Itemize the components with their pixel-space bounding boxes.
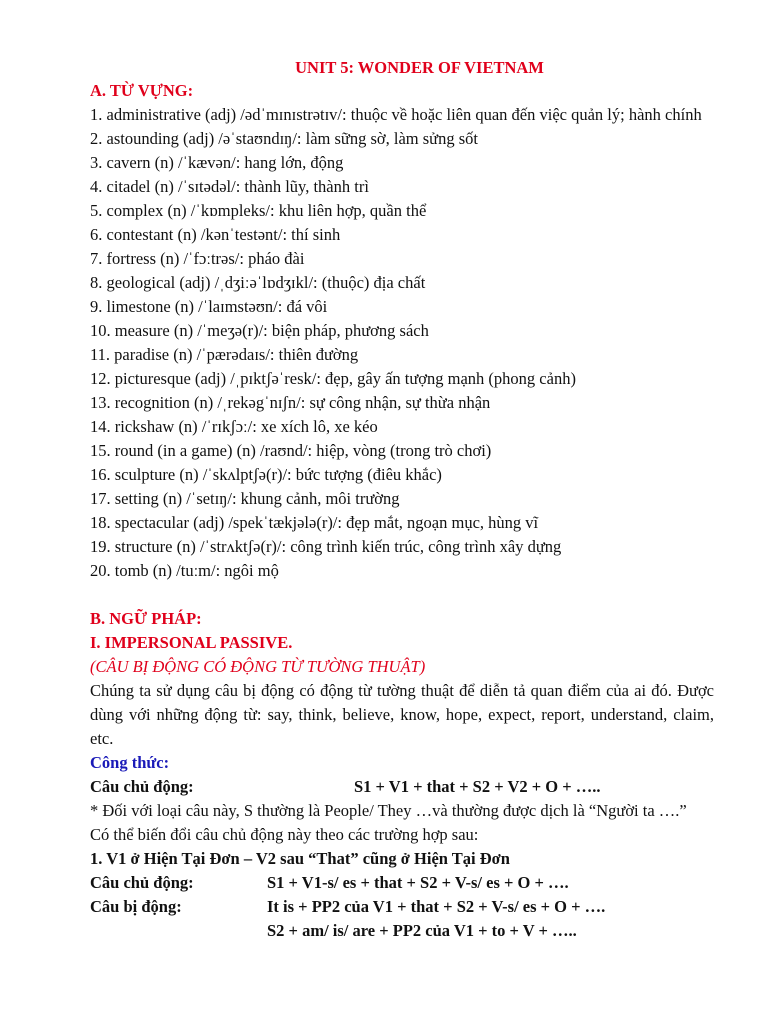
vocab-item: 16. sculpture (n) /ˈskʌlptʃə(r)/: bức tượng (điêu khắc) <box>90 465 442 484</box>
vocab-item: 11. paradise (n) /ˈpærədaɪs/: thiên đường <box>90 345 359 364</box>
vocab-list <box>90 103 714 583</box>
vocab-item: 17. setting (n) /ˈsetɪŋ/: khung cảnh, môi trường <box>90 489 400 508</box>
case1-title: 1. V1 ở Hiện Tại Đơn – V2 sau “That” cũng ở Hiện Tại Đơn <box>90 849 510 868</box>
case1-active-label: Câu chủ động: <box>90 873 194 892</box>
vocab-item: 20. tomb (n) /tuːm/: ngôi mộ <box>90 561 279 580</box>
vocab-heading: A. TỪ VỰNG: <box>90 81 194 100</box>
case1-passive-row-2 <box>90 919 714 943</box>
grammar-heading: B. NGỮ PHÁP: <box>90 609 202 628</box>
convert-note: Có thể biến đổi câu chủ động này theo các trường hợp sau: <box>90 825 479 844</box>
active-label: Câu chủ động: <box>90 777 194 796</box>
case1-passive-row <box>90 895 714 919</box>
vocab-item: 1. administrative (adj) /ədˈmɪnɪstrətɪv/: thuộc về hoặc liên quan đến việc quản lý; hành chính <box>90 105 702 124</box>
case1-passive-formula-1: It is + PP2 của V1 + that + S2 + V-s/ es + O + …. <box>267 897 606 916</box>
case1-passive-formula-2: S2 + am/ is/ are + PP2 của V1 + to + V + ….. <box>267 921 577 940</box>
spacer <box>90 583 714 607</box>
vocab-item: 9. limestone (n) /ˈlaɪmstəʊn/: đá vôi <box>90 297 328 316</box>
note: * Đối với loại câu này, S thường là People/ They …và thường được dịch là “Người ta ….” <box>90 801 687 820</box>
active-formula: S1 + V1 + that + S2 + V2 + O + ….. <box>354 777 601 796</box>
vocab-item: 10. measure (n) /ˈmeʒə(r)/: biện pháp, phương sách <box>90 321 429 340</box>
vocab-item: 18. spectacular (adj) /spekˈtækjələ(r)/: đẹp mắt, ngoạn mục, hùng vĩ <box>90 513 539 532</box>
vocab-item: 8. geological (adj) /ˌdʒiːəˈlɒdʒɪkl/: (thuộc) địa chất <box>90 273 426 292</box>
vocab-item: 5. complex (n) /ˈkɒmpleks/: khu liên hợp, quần thể <box>90 201 427 220</box>
vocab-item: 2. astounding (adj) /əˈstaʊndɪŋ/: làm sững sờ, làm sửng sốt <box>90 129 478 148</box>
vocab-item: 13. recognition (n) /ˌrekəgˈnɪʃn/: sự công nhận, sự thừa nhận <box>90 393 491 412</box>
unit-title: UNIT 5: WONDER OF VIETNAM <box>295 58 544 77</box>
vocab-item: 6. contestant (n) /kənˈtestənt/: thí sinh <box>90 225 341 244</box>
vocab-item: 19. structure (n) /ˈstrʌktʃə(r)/: công trình kiến trúc, công trình xây dựng <box>90 537 562 556</box>
active-formula-row <box>90 775 714 799</box>
vocab-item: 7. fortress (n) /ˈfɔːtrəs/: pháo đài <box>90 249 305 268</box>
vocab-item: 3. cavern (n) /ˈkævən/: hang lớn, động <box>90 153 344 172</box>
formula-label: Công thức: <box>90 753 170 772</box>
vocab-item: 12. picturesque (adj) /ˌpɪktʃəˈresk/: đẹp, gây ấn tượng mạnh (phong cảnh) <box>90 369 576 388</box>
case1-passive-label: Câu bị động: <box>90 897 182 916</box>
grammar-subheading: I. IMPERSONAL PASSIVE. <box>90 633 293 652</box>
grammar-subtitle: (CÂU BỊ ĐỘNG CÓ ĐỘNG TỪ TƯỜNG THUẬT) <box>90 657 426 676</box>
case1-active-formula: S1 + V1-s/ es + that + S2 + V-s/ es + O + …. <box>267 873 569 892</box>
vocab-item: 14. rickshaw (n) /ˈrɪkʃɔː/: xe xích lô, xe kéo <box>90 417 378 436</box>
vocab-item: 15. round (in a game) (n) /raʊnd/: hiệp, vòng (trong trò chơi) <box>90 441 492 460</box>
vocab-item: 4. citadel (n) /ˈsɪtədəl/: thành lũy, thành trì <box>90 177 369 196</box>
grammar-intro: Chúng ta sử dụng câu bị động có động từ tường thuật để diễn tả quan điểm của ai đó. Được dùng với những động từ: say, think, believe, know, hope, expect, report, understand, claim, etc. <box>90 681 714 748</box>
case1-active-row <box>90 871 714 895</box>
